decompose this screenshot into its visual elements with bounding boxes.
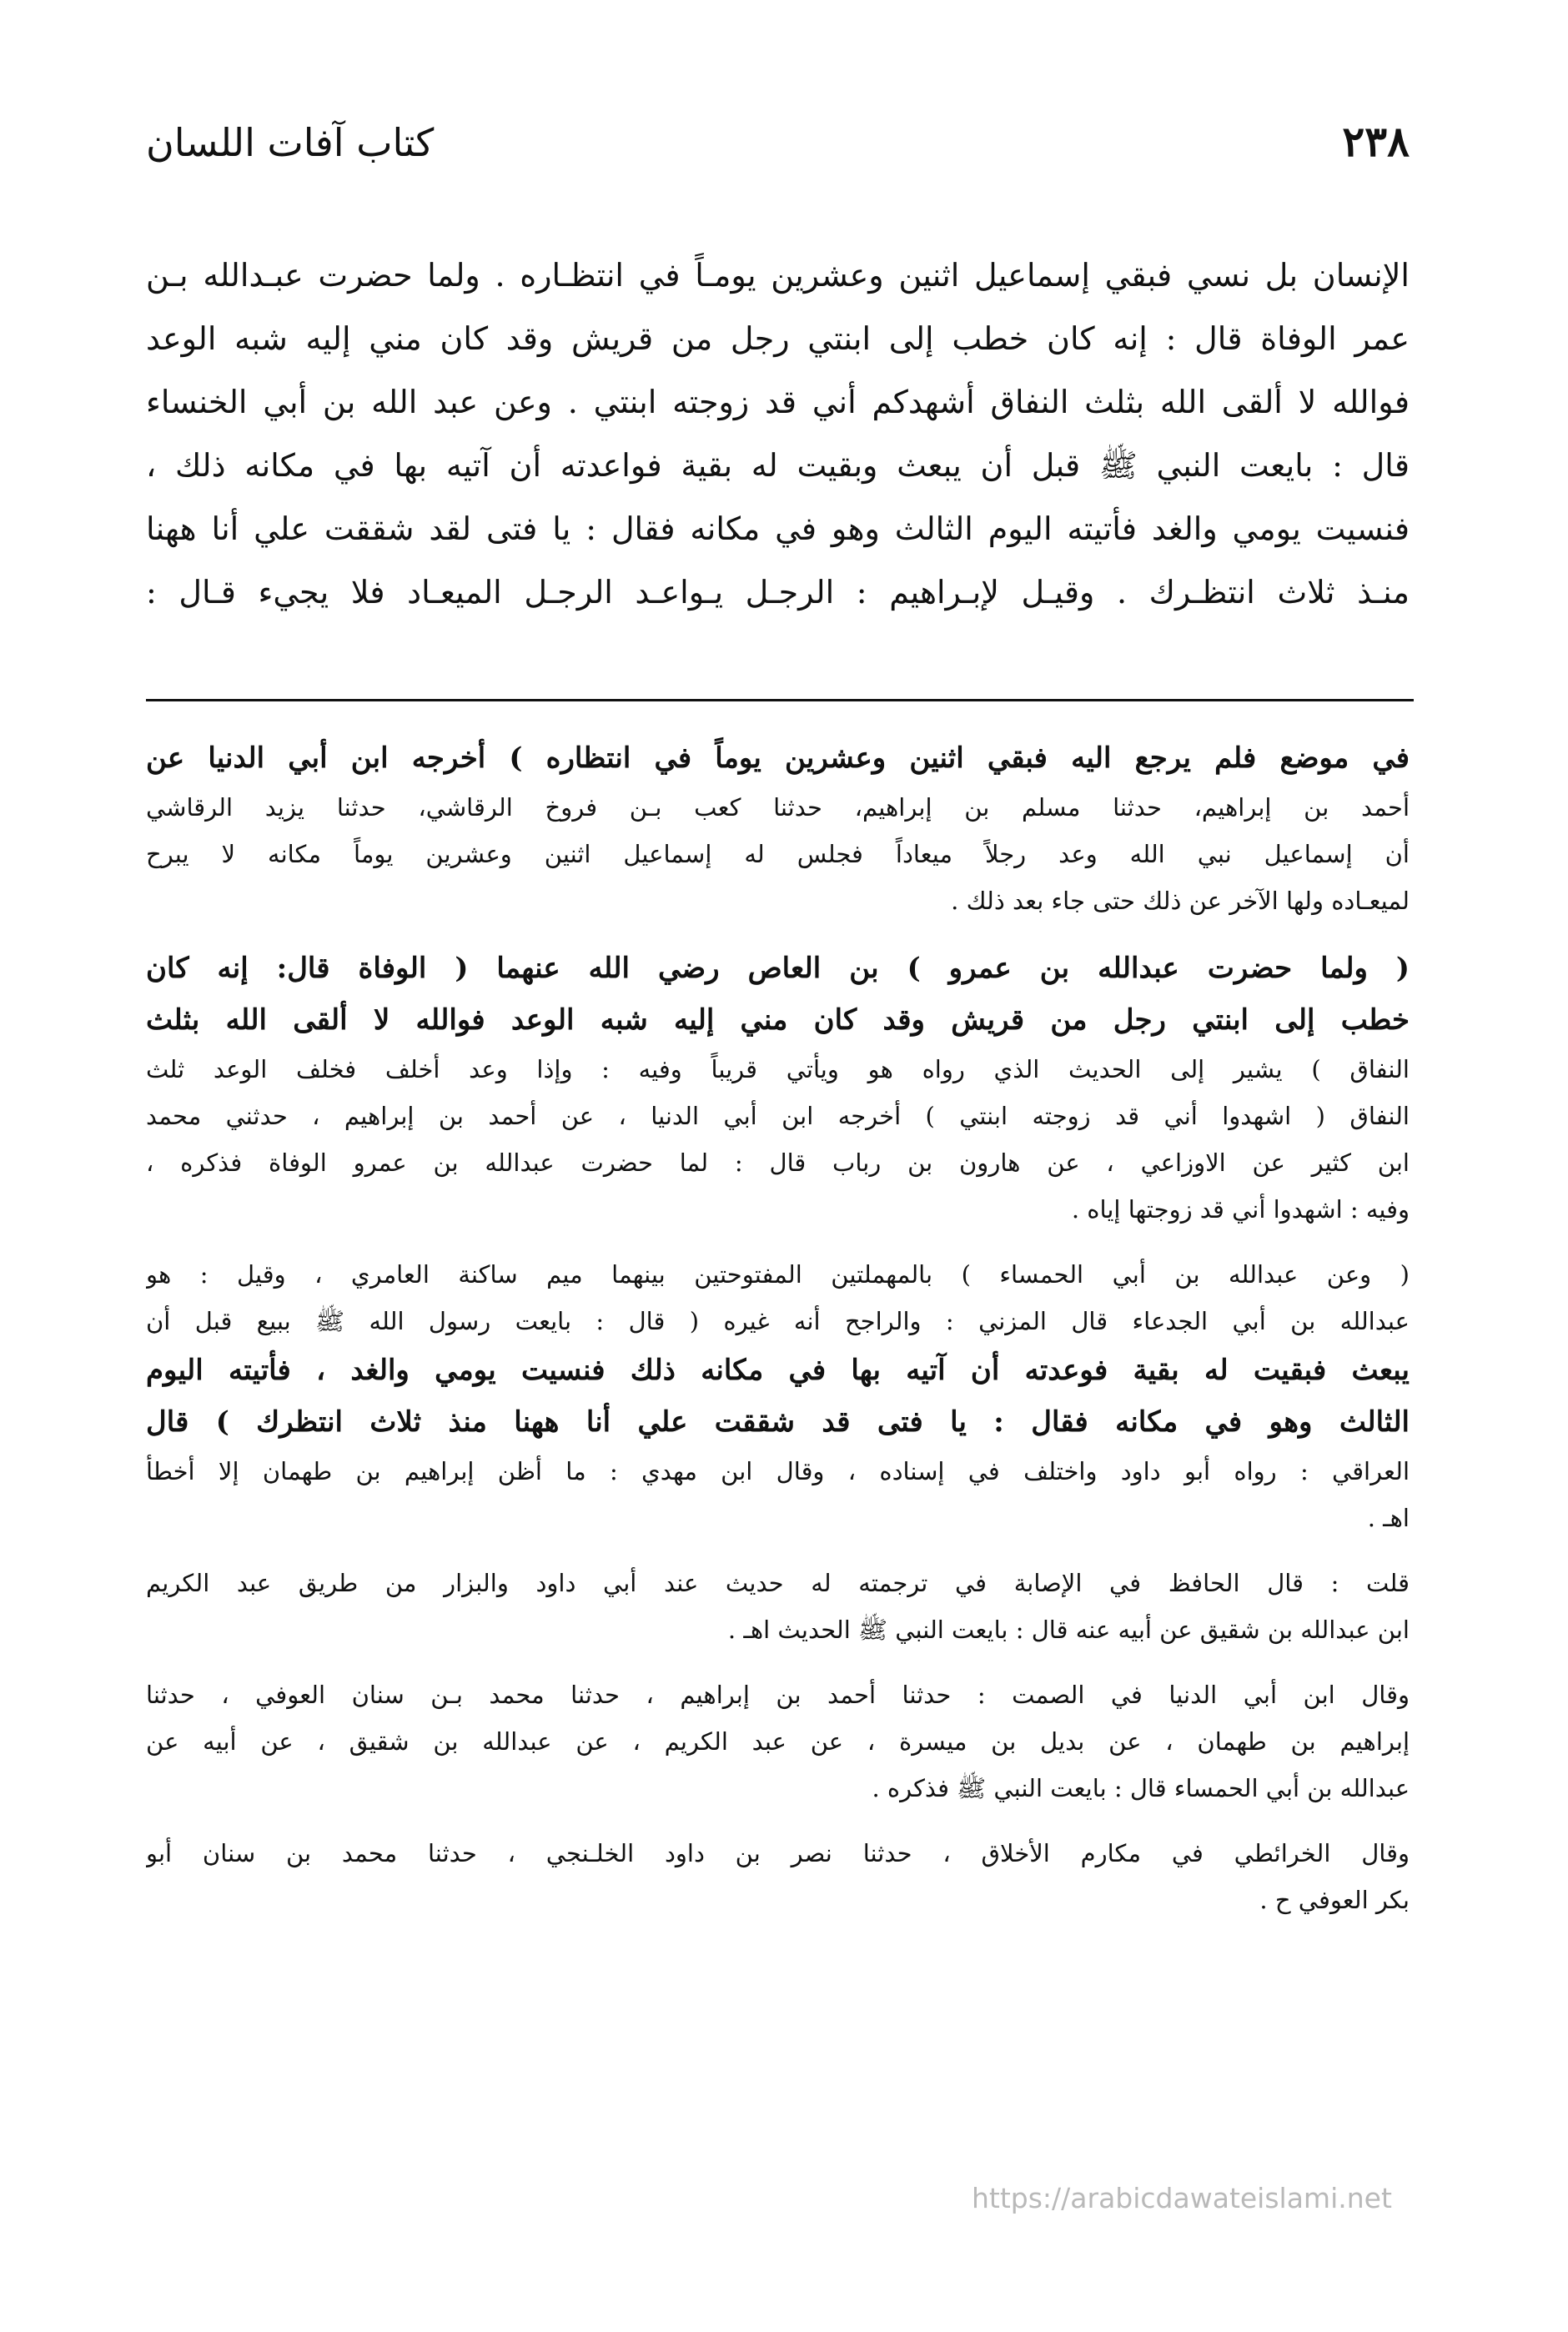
page-header [146, 117, 1410, 183]
footnote-paragraph [146, 1671, 1410, 1812]
footnote-line: عبدالله بن أبي الجدعاء قال المزني : والراجح أنه غيره ( قال : بايعت رسول الله ﷺ ببيع قبل أن [146, 1307, 1410, 1335]
footnote-paragraph [146, 1560, 1410, 1653]
footnote-paragraph [146, 1830, 1410, 1923]
footnote-line: عبدالله بن أبي الحمساء قال : بايعت النبي ﷺ فذكره . [872, 1774, 1410, 1802]
footnote-line: خطب إلى ابنتي رجل من قريش وقد كان مني إليه شبه الوعد فوالله لا ألقى الله بثلث [146, 1003, 1410, 1037]
footnote-line: النفاق ) يشير إلى الحديث الذي رواه هو ويأتي قريباً وفيه : وإذا وعد أخلف فخلف الوعد ثلث [146, 1055, 1410, 1083]
footnotes-section [146, 732, 1410, 1942]
footnote-divider [146, 699, 1414, 701]
main-text-line: قال : بايعت النبي ﷺ قبل أن يبعث وبقيت له بقية فواعدته أن آتيه بها في مكانه ذلك ، [146, 447, 1410, 484]
footnote-line: أن إسماعيل نبي الله وعد رجلاً ميعاداً فجلس له إسماعيل اثنين وعشرين يوماً مكانه لا يبرح [146, 840, 1410, 868]
footnote-paragraph [146, 732, 1410, 924]
footnote-line: وقال الخرائطي في مكارم الأخلاق ، حدثنا نصر بن داود الخلـنجي ، حدثنا محمد بن سنان أبو [146, 1839, 1410, 1867]
main-text-line: فوالله لا ألقى الله بثلث النفاق أشهدكم أني قد زوجته ابنتي . وعن عبد الله بن أبي الخنساء [146, 384, 1410, 420]
main-text-line: عمر الوفاة قال : إنه كان خطب إلى ابنتي رجل من قريش وقد كان مني إليه شبه الوعد [146, 320, 1410, 357]
footnote-paragraph [146, 1251, 1410, 1541]
main-text-line: الإنسان بل نسي فبقي إسماعيل اثنين وعشرين يومـاً في انتظـاره . ولما حضرت عبـدالله بـن [146, 257, 1410, 294]
footnote-line: وقال ابن أبي الدنيا في الصمت : حدثنا أحمد بن إبراهيم ، حدثنا محمد بـن سنان العوفي ، حدثنا [146, 1681, 1410, 1709]
footnote-line: لميعـاده ولها الآخر عن ذلك حتى جاء بعد ذلك . [951, 887, 1410, 915]
main-text-line: منـذ ثلاث انتظـرك . وقيـل لإبـراهيم : الرجـل يـواعـد الرجـل الميعـاد فلا يجيء قـال : [146, 574, 1410, 611]
footnote-line: أحمد بن إبراهيم، حدثنا مسلم بن إبراهيم، حدثنا كعب بـن فروخ الرقاشي، حدثنا يزيد الرقاشي [146, 793, 1410, 822]
footnote-line: إبراهيم بن طهمان ، عن بديل بن ميسرة ، عن عبد الكريم ، عن عبدالله بن شقيق ، عن أبيه عن [146, 1727, 1410, 1756]
page-number: ٢٣٨ [1342, 117, 1410, 166]
source-watermark: https://arabicdawateislami.net [972, 2182, 1392, 2214]
book-title: كتاب آفات اللسان [146, 120, 435, 165]
footnote-line: وفيه : اشهدوا أني قد زوجتها إياه . [1071, 1195, 1410, 1224]
footnote-line: النفاق ( اشهدوا أني قد زوجته ابنتي ) أخرجه ابن أبي الدنيا ، عن أحمد بن إبراهيم ، حدثني محمد [146, 1102, 1410, 1130]
footnote-line: ابن عبدالله بن شقيق عن أبيه عنه قال : بايعت النبي ﷺ الحديث اهـ . [727, 1616, 1410, 1644]
footnote-line: اهـ . [1367, 1504, 1410, 1532]
footnote-line: يبعث فبقيت له بقية فوعدته أن آتيه بها في مكانه ذلك فنسيت يومي والغد ، فأتيته اليوم [146, 1354, 1410, 1387]
footnote-line: ابن كثير عن الاوزاعي ، عن هارون بن رباب قال : لما حضرت عبدالله بن عمرو الوفاة فذكره ، [146, 1148, 1410, 1177]
footnote-line: في موضع فلم يرجع اليه فبقي اثنين وعشرين يوماً في انتظاره ) أخرجه ابن أبي الدنيا عن [146, 741, 1410, 775]
footnote-line: قلت : قال الحافظ في الإصابة في ترجمته له حديث عند أبي داود والبزار من طريق عبد الكريم [146, 1569, 1410, 1597]
footnote-line: بكر العوفي ح . [1259, 1886, 1410, 1914]
footnote-line: العراقي : رواه أبو داود واختلف في إسناده ، وقال ابن مهدي : ما أظن إبراهيم بن طهمان إلا أخطأ [146, 1457, 1410, 1485]
main-text-block [146, 244, 1410, 624]
footnote-paragraph [146, 942, 1410, 1233]
main-text-line: فنسيت يومي والغد فأتيته اليوم الثالث وهو في مكانه فقال : يا فتى لقد شققت علي أنا ههنا [146, 510, 1410, 547]
footnote-line: ( وعن عبدالله بن أبي الحمساء ) بالمهملتين المفتوحتين بينهما ميم ساكنة العامري ، وقيل : هو [146, 1260, 1410, 1289]
footnote-line: الثالث وهو في مكانه فقال : يا فتى قد شققت علي أنا ههنا منذ ثلاث انتظرك ) قال [146, 1405, 1410, 1439]
footnote-line: ( ولما حضرت عبدالله بن عمرو ) بن العاص رضي الله عنهما ( الوفاة قال: إنه كان [146, 952, 1410, 985]
